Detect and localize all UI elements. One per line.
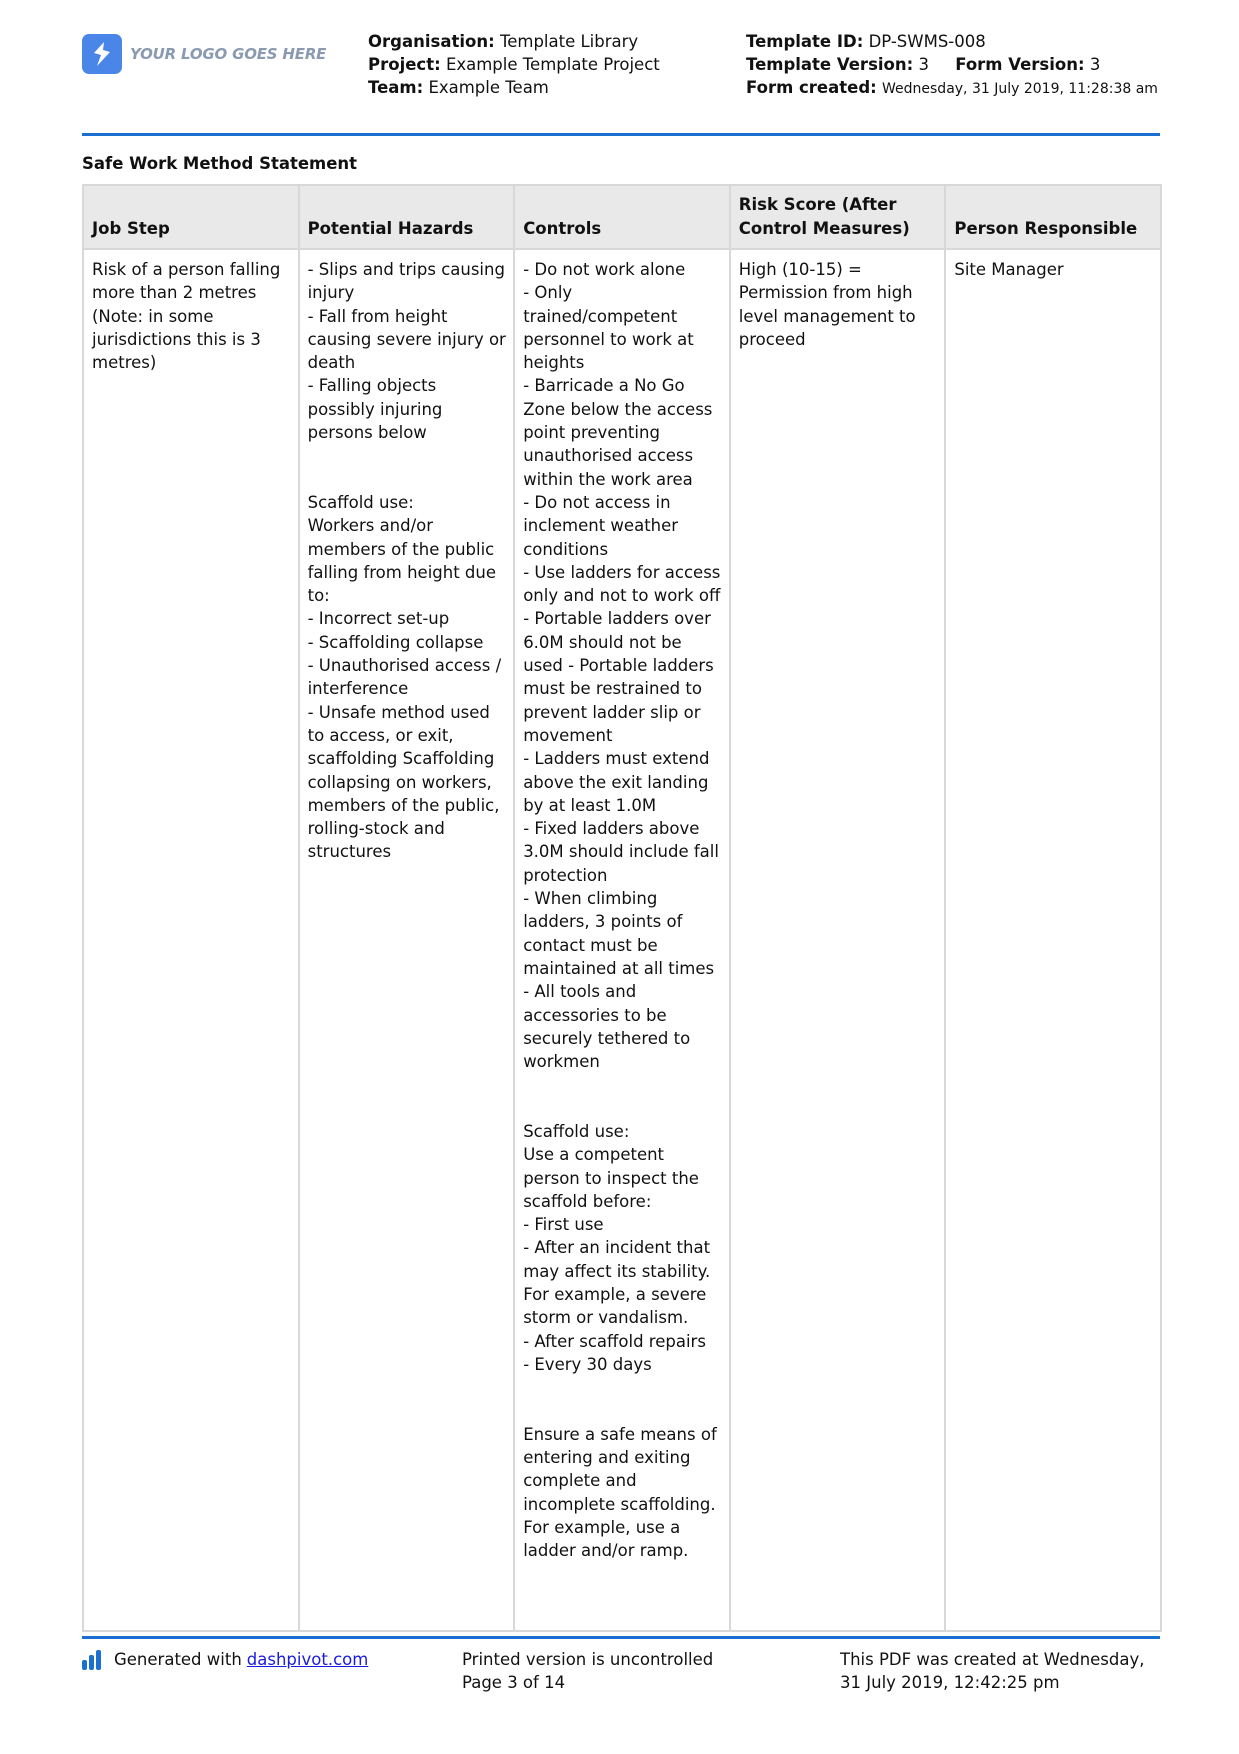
logo-text: YOUR LOGO GOES HERE [130,45,327,63]
project-value: Example Template Project [445,55,660,74]
organisation-line [368,30,728,53]
pdf-created-info: This PDF was created at Wednesday, 31 July 2019, 12:42:25 pm [840,1650,1145,1692]
footer-divider [82,1636,1160,1639]
template-id-line [746,30,1160,53]
header-project-info [368,30,728,99]
form-created-value: Wednesday, 31 July 2019, 11:28:38 am [882,81,1158,97]
person-responsible-cell: Site Manager [945,249,1161,1631]
bar-chart-icon [82,1650,106,1670]
project-label: Project: [368,55,441,74]
column-header-job-step: Job Step [83,185,299,249]
team-label: Team: [368,78,424,97]
controls-cell: - Do not work alone - Only trained/competent personnel to work at heights - Barricade a No Go Zone below the access point preventing unauthorised access within the work area - Do not access in inclement weather conditions - Use ladders for access only and not to work off - Portable ladders over 6.0M should not be used - Portable ladders must be restrained to prevent ladder slip or movement - Ladders must extend above the exit landing by at least 1.0M - Fixed ladders above 3.0M should include fall protection - When climbing ladders, 3 points of contact must be maintained at all times - All tools and accessories to be securely tethered to workmen Scaffold use: Use a competent person to inspect the scaffold before: - First use - After an incident that may affect its stability. For example, a severe storm or vandalism. - After scaffold repairs - Every 30 days Ensure a safe means of entering and exiting complete and incomplete scaffolding. For example, use a ladder and/or ramp. [514,249,730,1631]
header-divider [82,133,1160,136]
hazards-cell: - Slips and trips causing injury - Fall from height causing severe injury or death - Falling objects possibly injuring persons below Scaffold use: Workers and/or members of the public falling from height due to: - Incorrect set-up - Scaffolding collapse - Unauthorised access / interference - Unsafe method used to access, or exit, scaffolding Scaffolding collapsing on workers, members of the public, rolling-stock and structures [299,249,515,1631]
page-info: Page 3 of 14 [462,1673,566,1692]
version-line [746,53,1160,76]
team-line [368,76,728,99]
risk-score-cell: High (10-15) = Permission from high level management to proceed [730,249,946,1631]
team-value: Example Team [428,78,549,97]
company-logo [82,34,326,74]
form-version-value: 3 [1089,55,1101,74]
form-version-label: Form Version: [955,55,1085,74]
table-header-row [83,185,1161,249]
generated-prefix: Generated with [114,1650,242,1669]
generated-with [82,1648,368,1671]
table-row [83,249,1161,1631]
form-created-line [746,76,1160,101]
organisation-value: Template Library [494,32,639,51]
header-template-info [746,30,1160,101]
page-header [82,30,1160,130]
column-header-person-responsible: Person Responsible [945,185,1161,249]
template-version-label: Template Version: [746,55,914,74]
column-header-potential-hazards: Potential Hazards [299,185,515,249]
printed-note: Printed version is uncontrolled [462,1650,714,1669]
template-id-value: DP-SWMS-008 [868,32,986,51]
column-header-risk-score: Risk Score (After Control Measures) [730,185,946,249]
project-line [368,53,728,76]
organisation-label: Organisation: [368,32,495,51]
logo-icon [82,34,122,74]
column-header-controls: Controls [514,185,730,249]
footer-center [462,1648,762,1694]
template-version-value: 3 [918,55,929,74]
section-title: Safe Work Method Statement [82,154,358,173]
swms-table [82,184,1162,1632]
dashpivot-link[interactable]: dashpivot.com [246,1650,369,1669]
job-step-cell: Risk of a person falling more than 2 metres (Note: in some jurisdictions this is 3 metres) [83,249,299,1631]
form-created-label: Form created: [746,78,877,97]
template-id-label: Template ID: [746,32,864,51]
